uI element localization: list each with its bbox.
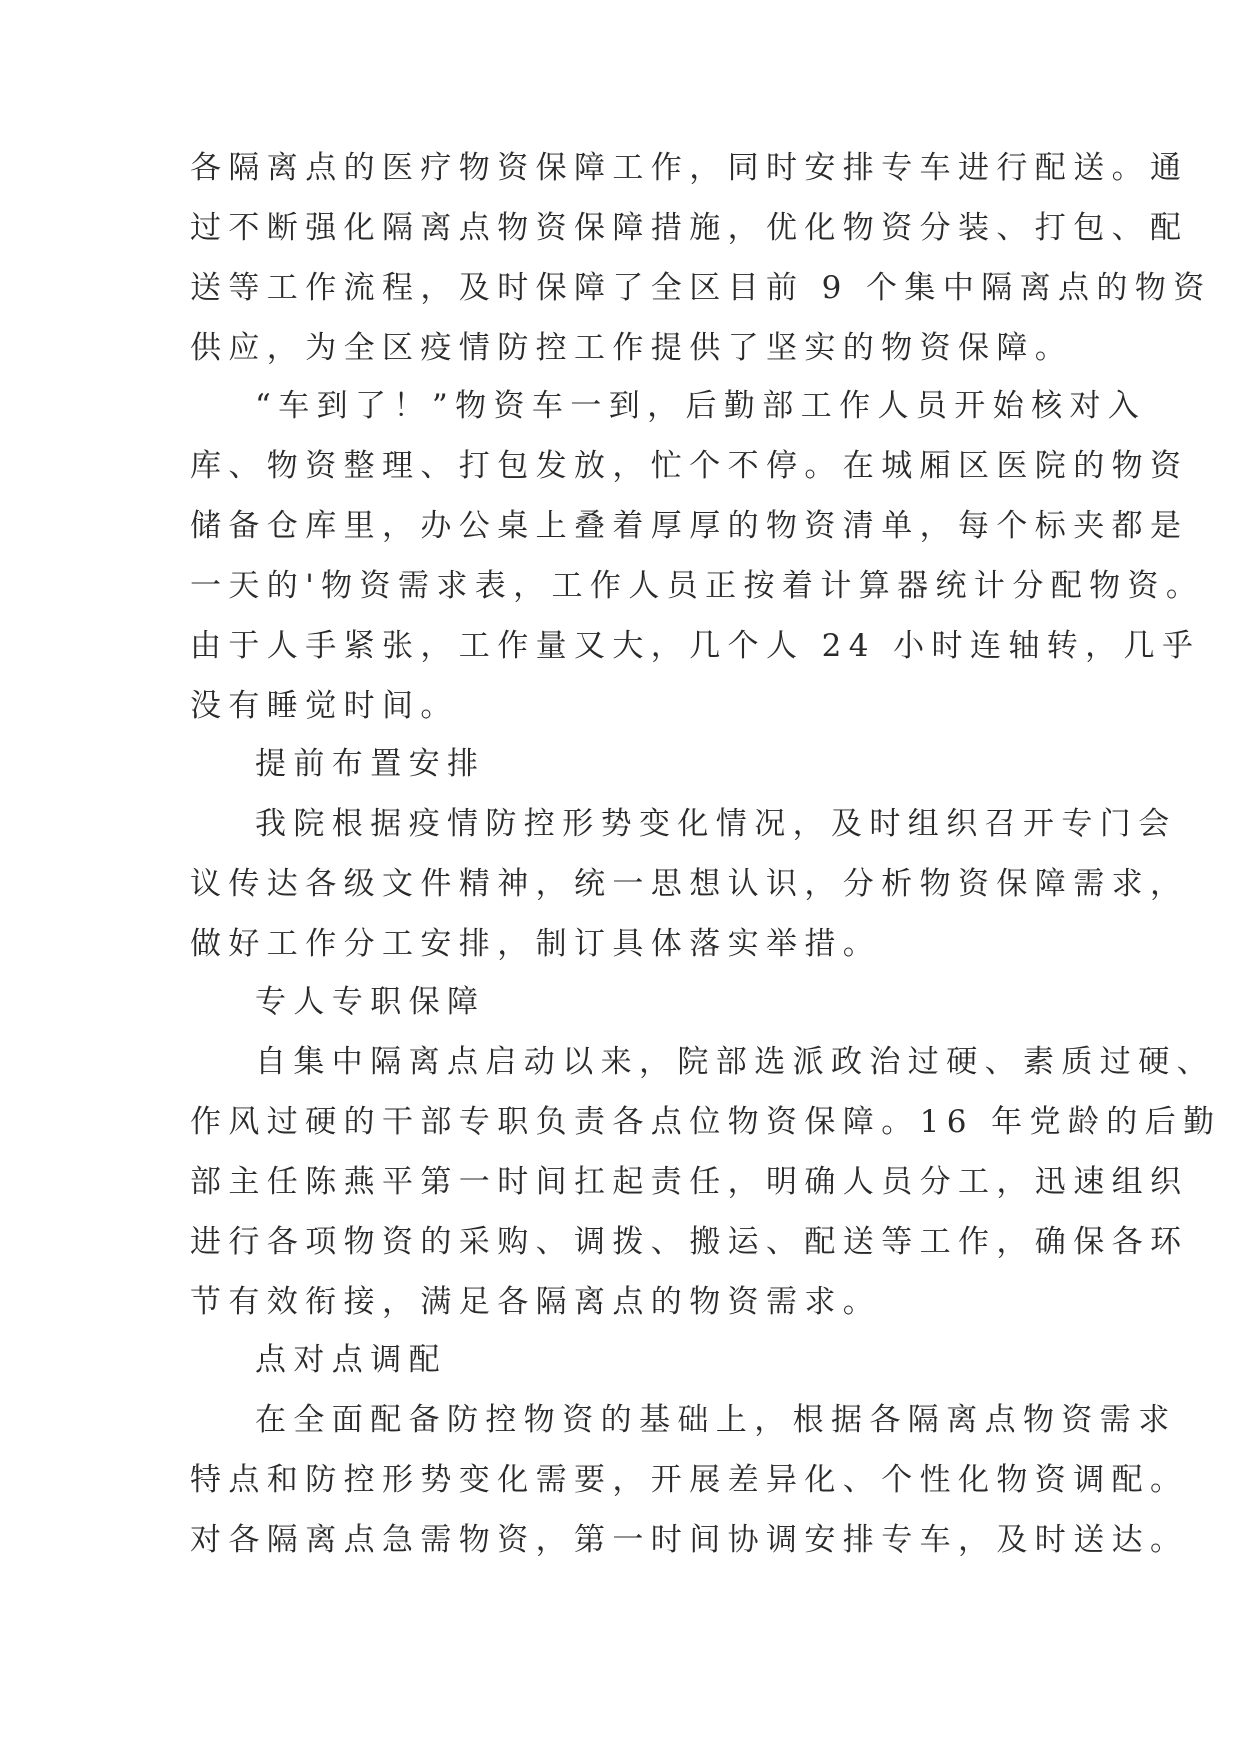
paragraph-line: 我院根据疫情防控形势变化情况，及时组织召开专门会 [255,806,1177,842]
paragraph-line: 部主任陈燕平第一时间扛起责任，明确人员分工，迅速组织 [190,1164,1189,1200]
paragraph-line: 供应，为全区疫情防控工作提供了坚实的物资保障。 [190,330,1074,366]
section-heading: 提前布置安排 [255,746,486,782]
paragraph-line: “车到了！”物资车一到，后勤部工作人员开始核对入 [255,388,1147,424]
paragraph-line: 进行各项物资的采购、调拨、搬运、配送等工作，确保各环 [190,1224,1189,1260]
paragraph-line: 由于人手紧张，工作量又大，几个人 24 小时连轴转，几乎 [190,628,1201,664]
paragraph-line: 送等工作流程，及时保障了全区目前 9 个集中隔离点的物资 [190,270,1212,306]
paragraph-line: 各隔离点的医疗物资保障工作，同时安排专车进行配送。通 [190,150,1189,186]
paragraph-line: 一天的'物资需求表，工作人员正按着计算器统计分配物资。 [190,568,1205,604]
paragraph-line: 没有睡觉时间。 [190,688,459,724]
paragraph-line: 节有效衔接，满足各隔离点的物资需求。 [190,1284,882,1320]
paragraph-line: 储备仓库里，办公桌上叠着厚厚的物资清单，每个标夹都是 [190,508,1189,544]
section-heading: 点对点调配 [255,1342,447,1378]
paragraph-line: 特点和防控形势变化需要，开展差异化、个性化物资调配。 [190,1462,1189,1498]
paragraph-line: 在全面配备防控物资的基础上，根据各隔离点物资需求 [255,1402,1177,1438]
paragraph-line: 自集中隔离点启动以来，院部选派政治过硬、素质过硬、 [255,1044,1215,1080]
paragraph-line: 作风过硬的干部专职负责各点位物资保障。16 年党龄的后勤 [190,1104,1222,1140]
section-heading: 专人专职保障 [255,984,486,1020]
paragraph-line: 做好工作分工安排，制订具体落实举措。 [190,926,882,962]
paragraph-line: 议传达各级文件精神，统一思想认识，分析物资保障需求， [190,866,1189,902]
paragraph-line: 对各隔离点急需物资，第一时间协调安排专车，及时送达。 [190,1522,1189,1558]
paragraph-line: 库、物资整理、打包发放，忙个不停。在城厢区医院的物资 [190,448,1189,484]
paragraph-line: 过不断强化隔离点物资保障措施，优化物资分装、打包、配 [190,210,1189,246]
